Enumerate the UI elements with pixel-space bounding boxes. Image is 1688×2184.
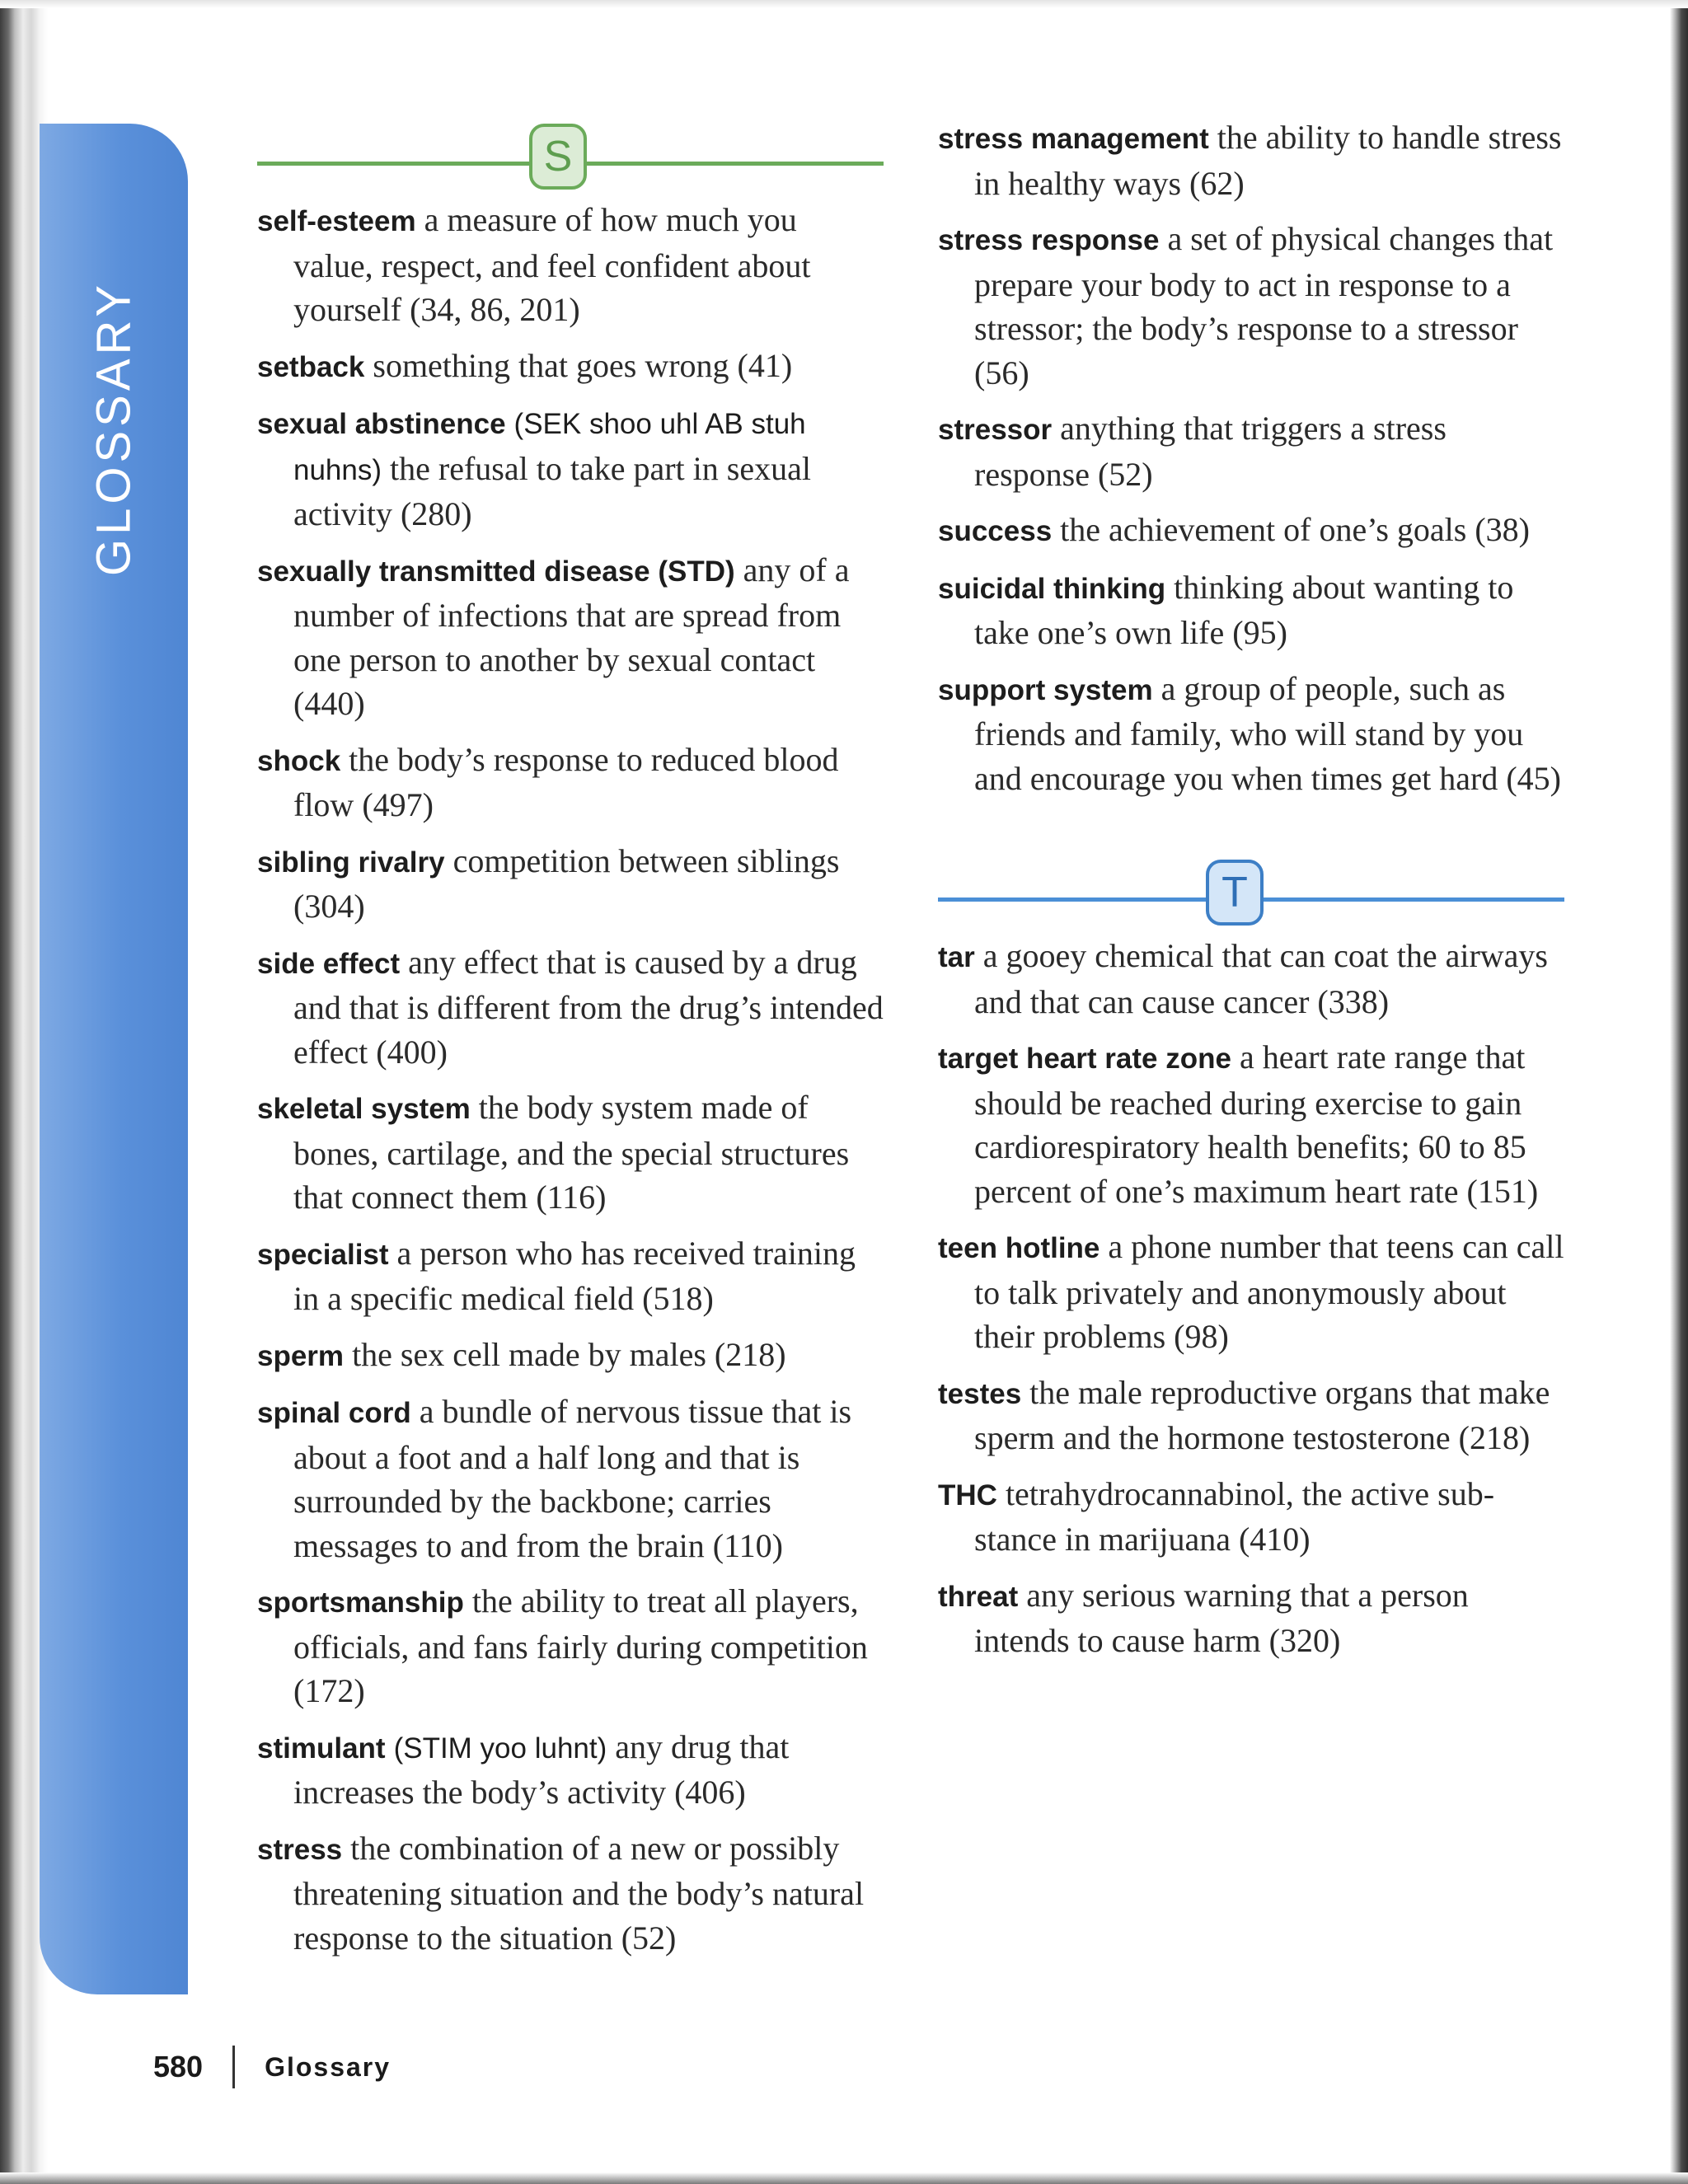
entry-definition: the male reproductive organs that make sperm and the hormone testosterone (218) [974,1373,1550,1456]
glossary-entry [257,1725,884,1815]
entry-term: THC [938,1479,997,1511]
glossary-entry [257,940,884,1075]
entry-definition: a set of physical changes that prepare your body to act in response to a stressor; the body’s response to a stressor (56) [974,220,1554,391]
glossary-entry [257,1333,884,1379]
entry-definition: competition between siblings (304) [293,841,840,925]
glossary-entry [257,1826,884,1961]
glossary-entry [257,198,884,332]
entry-term: sperm [257,1339,345,1372]
entry-term: threat [938,1580,1019,1613]
footer-label: Glossary [265,2051,392,2082]
left-column [257,124,884,1971]
glossary-entry [938,115,1564,205]
entry-term: target heart rate zone [938,1043,1231,1075]
section-header-t [938,860,1564,926]
glossary-entry [257,1390,884,1568]
entry-term: stress [257,1833,343,1866]
glossary-entry [257,401,884,537]
entry-term: side effect [257,947,401,980]
glossary-entry [938,508,1564,554]
entry-term: skeletal system [257,1093,471,1125]
entry-term: testes [938,1377,1022,1410]
page-top-edge [0,0,1688,8]
entry-definition: a person who has received training in a specific medical field (518) [293,1234,856,1317]
entry-term: shock [257,744,341,777]
entry-term: stimulant [257,1732,386,1765]
page-footer [153,2046,391,2088]
glossary-entry [938,1035,1564,1213]
entry-definition: a heart rate range that should be reached during exercise to gain cardiorespiratory health benefits; 60 to 85 percent of one’s maximum heart rate (151) [974,1038,1539,1210]
entry-term: stressor [938,414,1053,446]
entry-term: support system [938,673,1153,706]
entry-term: sportsmanship [257,1586,464,1619]
entry-term: stress management [938,123,1209,155]
entry-term: teen hotline [938,1232,1100,1264]
entry-definition: the sex cell made by males (218) [352,1335,786,1373]
entry-definition: a bundle of nervous tissue that is about a foot and a half long and that is surrounded by the backbone; carries messages to and from the brain (110) [293,1393,852,1564]
glossary-entry [257,1579,884,1713]
entry-definition: a measure of how much you value, respect, and feel confident about yourself (34, 86, 201) [293,201,811,328]
glossary-entry [257,738,884,827]
glossary-entry [938,1225,1564,1359]
glossary-entry [257,1231,884,1321]
glossary-entry [938,1472,1564,1562]
entry-definition: any drug that increases the body’s activity (406) [293,1727,790,1811]
entry-term: suicidal thinking [938,572,1166,605]
page-bottom-edge [0,2172,1688,2184]
entry-term: specialist [257,1238,389,1271]
glossary-entry [938,934,1564,1024]
page-right-edge [1670,0,1688,2184]
entry-definition: something that goes wrong (41) [373,346,793,384]
glossary-entry [257,344,884,390]
right-column [938,115,1564,1675]
entry-definition: any serious warning that a person intends to cause harm (320) [974,1576,1469,1659]
section-letter-badge: S [529,124,587,190]
glossary-entry [938,406,1564,496]
glossary-entry [938,1371,1564,1460]
entry-term: spinal cord [257,1397,411,1429]
entry-definition: the ability to treat all players, officials, and fans fairly during competition (172) [293,1582,868,1709]
glossary-entry [938,1573,1564,1663]
entry-definition: the body’s response to reduced blood flow (497) [293,740,839,823]
entry-definition: tetrahydrocannabinol, the active substance in marijuana (410) [974,1474,1495,1558]
entry-term: setback [257,350,365,383]
entry-definition: a group of people, such as friends and family, who will stand by you and encourage you when times get hard (45) [974,669,1561,797]
entry-definition: a gooey chemical that can coat the airways and that can cause cancer (338) [974,937,1548,1020]
entry-term: sibling rivalry [257,846,445,879]
entry-definition: the body system made of bones, cartilage, and the special structures that connect them (116) [293,1089,850,1216]
entry-term: self-esteem [257,205,416,237]
entry-definition: a phone number that teens can call to talk privately and anonymously about their problems (98) [974,1228,1564,1355]
footer-divider [232,2046,235,2088]
entry-definition: any effect that is caused by a drug and that is different from the drug’s intended effect (400) [293,943,884,1071]
entry-definition: anything that triggers a stress response (52) [974,410,1447,493]
glossary-entry [257,1085,884,1220]
entry-term: tar [938,941,975,973]
glossary-entry [257,548,884,726]
entry-pronunciation: (STIM yoo luhnt) [393,1732,607,1765]
entry-definition: the achievement of one’s goals (38) [1060,511,1530,548]
glossary-entry [938,565,1564,655]
glossary-entry [938,217,1564,395]
glossary-entry [938,667,1564,801]
entry-definition: the combination of a new or possibly threatening situation and the body’s natural response to the situation (52) [293,1829,865,1957]
entry-definition: the ability to handle stress in healthy ways (62) [974,119,1562,202]
page-number: 580 [153,2050,204,2083]
glossary-entry [257,839,884,929]
side-tab-label: GLOSSARY [87,280,141,577]
entry-definition: any of a number of infections that are spread from one person to another by sexual contact (440) [293,551,850,722]
entry-definition: the refusal to take part in sexual activity (280) [293,449,811,532]
entry-pronunciation: (SEK shoo uhl AB stuh nuhns) [293,408,806,486]
entry-term: sexually transmitted disease (STD) [257,555,735,588]
entry-term: success [938,515,1053,547]
section-header-s [257,124,884,190]
section-letter-badge: T [1206,860,1264,926]
entry-definition: thinking about wanting to take one’s own life (95) [974,568,1514,651]
entry-term: stress response [938,224,1160,256]
entry-term: sexual abstinence [257,408,506,440]
